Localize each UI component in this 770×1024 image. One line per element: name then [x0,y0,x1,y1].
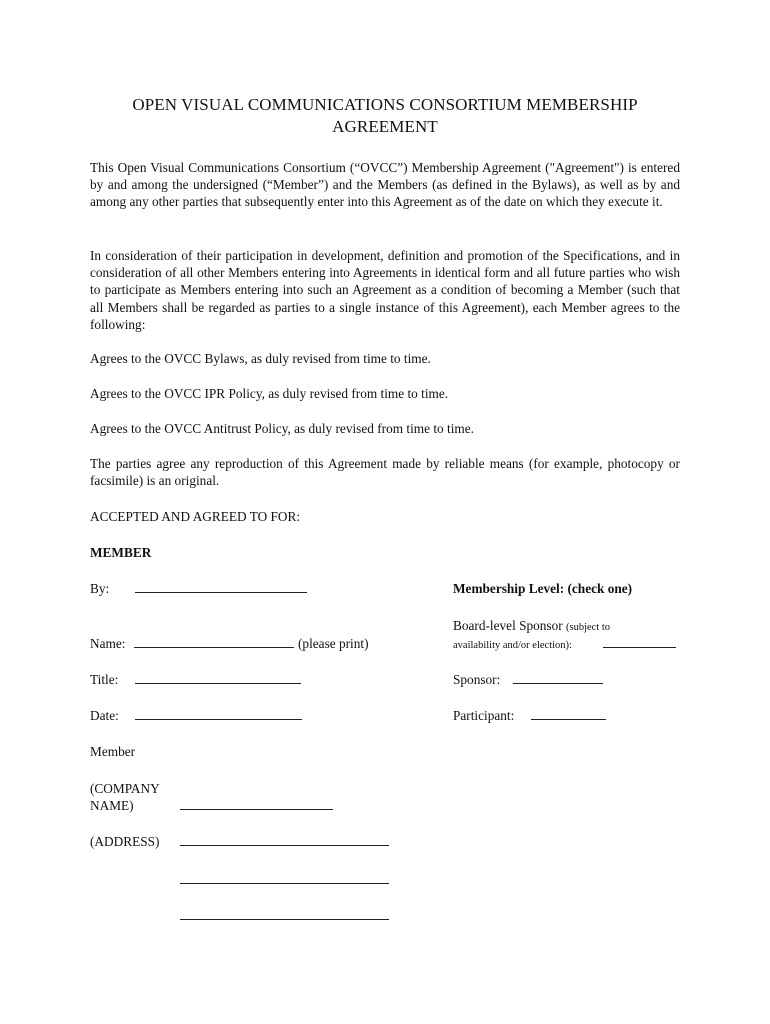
address-field-line-3[interactable] [180,907,389,920]
antitrust-paragraph: Agrees to the OVCC Antitrust Policy, as duly revised from time to time. [90,421,474,436]
name-field-line[interactable] [134,635,294,648]
intro-paragraph: This Open Visual Communications Consortium (“OVCC”) Membership Agreement ("Agreement") is entered by and among the undersigned (“Member”) and the Members (as defined in the Bylaws), as well as by and among any other parties that subsequently enter into this Agreement as of the date on which they execute it. [90,160,680,210]
company-label-line-2: NAME) [90,798,134,813]
company-label-line-1: (COMPANY [90,781,160,796]
sponsor-check-line[interactable] [513,671,603,684]
membership-level-heading: Membership Level: (check one) [453,581,633,596]
sponsor-label: Sponsor: [453,672,501,687]
by-signature-line[interactable] [135,580,307,593]
board-sponsor-note-1: (subject to [566,622,611,633]
ipr-paragraph: Agrees to the OVCC IPR Policy, as duly revised from time to time. [90,386,449,401]
date-label: Date: [90,708,119,723]
company-name-field-line[interactable] [180,797,333,810]
name-label: Name: [90,636,126,651]
please-print-label: (please print) [298,636,369,651]
bylaws-paragraph: Agrees to the OVCC Bylaws, as duly revised from time to time. [90,351,431,366]
board-sponsor-label: Board-level Sponsor [453,618,563,633]
title-field-line[interactable] [135,671,301,684]
title-line-2: AGREEMENT [332,117,438,136]
address-field-line-2[interactable] [180,871,389,884]
board-sponsor-note-2: availability and/or election): [453,640,572,651]
participant-label: Participant: [453,708,515,723]
member-heading: MEMBER [90,545,152,560]
document-title [90,94,680,138]
board-sponsor-check-line[interactable] [603,635,676,648]
accepted-label: ACCEPTED AND AGREED TO FOR: [90,509,301,524]
board-sponsor-line [453,617,610,636]
member-label: Member [90,744,136,759]
participant-check-line[interactable] [531,707,606,720]
reproduction-paragraph: The parties agree any reproduction of this Agreement made by reliable means (for example, photocopy or facsimile) is an original. [90,456,680,489]
by-label: By: [90,581,110,596]
date-field-line[interactable] [135,707,302,720]
address-label: (ADDRESS) [90,834,160,849]
title-line-1: OPEN VISUAL COMMUNICATIONS CONSORTIUM MEMBERSHIP [132,95,638,114]
address-field-line-1[interactable] [180,833,389,846]
consideration-paragraph: In consideration of their participation in development, definition and promotion of the Specifications, and in consideration of all other Members entering into Agreements in identical form and all future parties who wish to participate as Members entering into such an Agreement as a condition of becoming a Member (such that all Members shall be regarded as parties to a single instance of this Agreement), each Member agrees to the following: [90,248,680,332]
title-label: Title: [90,672,119,687]
